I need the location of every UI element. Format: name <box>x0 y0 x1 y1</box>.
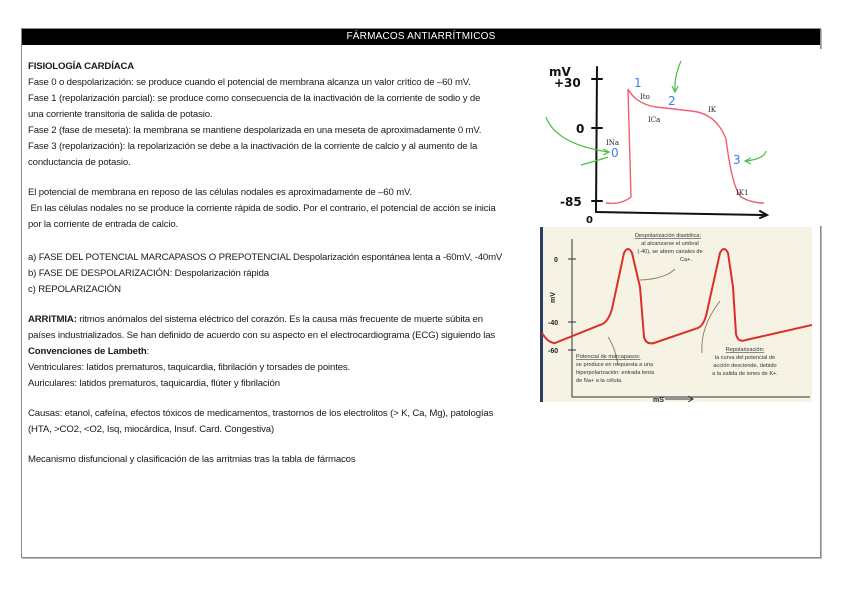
tick-label: -40 <box>548 320 559 327</box>
current-label: IK1 <box>736 189 749 197</box>
text-line: una corriente transitoria de salida de potasio. <box>28 109 213 120</box>
phase-label: 1 <box>634 76 642 90</box>
annotation-text: acción desciende, debido <box>713 363 777 369</box>
text-line: países industrializados. Se han definido de acuerdo con su aspecto en el electrocardiograma (ECG) siguiendo las <box>28 330 496 341</box>
tick-label: -85 <box>560 195 582 209</box>
tick-label: 0 <box>586 215 593 226</box>
current-label: ICa <box>648 116 661 124</box>
arritmia-term: ARRITMIA: <box>28 314 77 325</box>
arritmia-line: ARRITMIA: ritmos anómalos del sistema eléctrico del corazón. Es la causa más frecuente de muerte súbita en <box>28 314 483 325</box>
main-text <box>28 59 528 468</box>
annotation-text: de Na+ a la célula. <box>576 378 623 384</box>
text-line: por la corriente de entrada de calcio. <box>28 219 179 230</box>
current-label: Ito <box>640 93 650 101</box>
text-line: Mecanismo disfuncional y clasificación de las arritmias tras la tabla de fármacos <box>28 454 356 465</box>
annotation-text: (-40), se abren canales de <box>637 249 703 255</box>
text-line: Causas: etanol, cafeína, efectos tóxicos de medicamentos, trastornos de los electrolitos (> K, Ca, Mg), patologías <box>28 408 494 419</box>
y-axis <box>596 67 597 212</box>
phase-label: 0 <box>611 146 619 160</box>
annotation-text: hiperpolarización: entrada lenta <box>576 370 655 376</box>
text-line: a) FASE DEL POTENCIAL MARCAPASOS O PREPOTENCIAL Despolarización espontánea lenta a -60mV, -40mV <box>28 252 503 263</box>
annotation-text: se produce en respuesta a una <box>576 362 654 368</box>
annotation-title: Repolarización: <box>725 347 765 353</box>
tick-label: 0 <box>554 257 558 264</box>
text-line: Auriculares: latidos prematuros, taquicardia, flúter y fibrilación <box>28 378 280 389</box>
current-label: INa <box>606 139 620 147</box>
annotation-title: Despolarización diastólica: <box>634 233 702 239</box>
annotation-text: al alcanzarse el umbral <box>641 241 699 247</box>
annotation-text: la curva del potencial de <box>714 355 776 361</box>
text-line: Fase 2 (fase de meseta): la membrana se mantiene despolarizada en una meseta de aproximadamente 0 mV. <box>28 125 482 136</box>
annotation-title: Potencial de marcapasos: <box>576 354 641 360</box>
text-line: En las células nodales no se produce la corriente rápida de sodio. Por el contrario, el potencial de acción se inicia <box>28 203 496 214</box>
section-heading: FISIOLOGÍA CARDÍACA <box>28 61 135 72</box>
nodal-action-potential-figure <box>540 227 812 402</box>
x-axis-label: mS <box>653 397 664 402</box>
text-line: Ventriculares: latidos prematuros, taquicardia, fibrilación y torsades de pointes. <box>28 362 351 373</box>
phase-label: 2 <box>668 94 676 108</box>
text-line: (HTA, >CO2, <O2, Isq, miocárdica, Insuf. Card. Congestiva) <box>28 424 274 435</box>
text-line: Fase 3 (repolarización): la repolarización se debe a la inactivación de la corriente de calcio y al aumento de la <box>28 141 478 152</box>
y-axis-label: mV <box>550 292 557 303</box>
text-line: Fase 0 o despolarización: se produce cuando el potencial de membrana alcanza un valor crítico de –60 mV. <box>28 77 471 88</box>
text-line: c) REPOLARIZACIÓN <box>28 284 121 295</box>
current-label: IK <box>708 106 716 114</box>
tick-label: 0 <box>576 122 585 136</box>
page-header: FÁRMACOS ANTIARRÍTMICOS <box>22 29 820 45</box>
annotation-text: Ca+. <box>680 257 692 263</box>
text-line: El potencial de membrana en reposo de las células nodales es aproximadamente de –60 mV. <box>28 187 412 198</box>
y-unit-label: mV <box>549 65 571 79</box>
annotation-text: a la salida de iones de K+. <box>712 371 778 377</box>
document-page <box>21 28 821 558</box>
text-line: conductancia de potasio. <box>28 157 131 168</box>
phase-label: 3 <box>733 153 741 167</box>
text-line: Fase 1 (repolarización parcial): se produce como consecuencia de la inactivación de la corriente de sodio y de <box>28 93 481 104</box>
text-line: b) FASE DE DESPOLARIZACIÓN: Despolarización rápida <box>28 268 269 279</box>
conventions-heading: Convenciones de Lambeth: <box>28 346 150 357</box>
ventricular-action-potential-figure <box>536 49 826 226</box>
tick-label: -60 <box>548 348 559 355</box>
tick-label: +30 <box>554 76 581 90</box>
